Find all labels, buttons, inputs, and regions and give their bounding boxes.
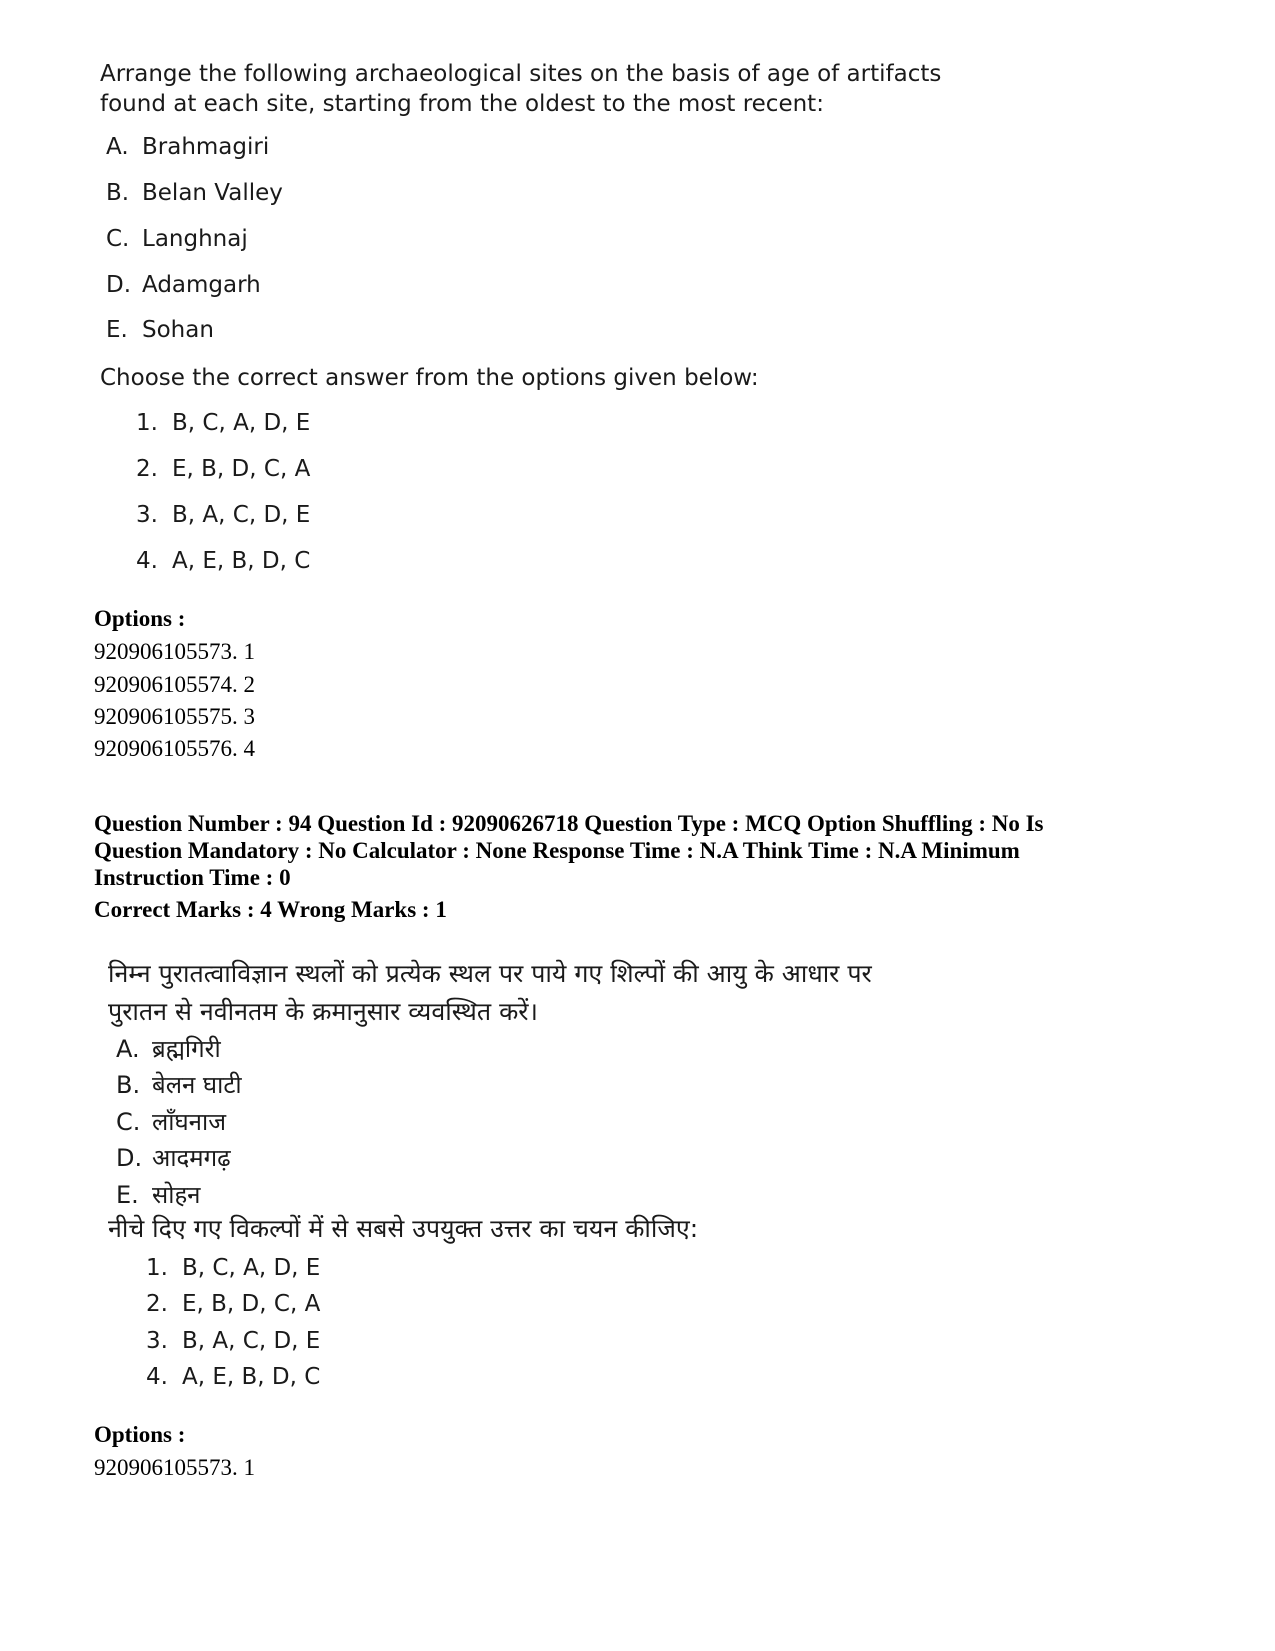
choice-item (146, 1291, 320, 1317)
option-row: 920906105573. 1 (94, 1455, 255, 1480)
item-text: आदमगढ़ (152, 1144, 231, 1172)
option-row: 920906105573. 1 (94, 639, 255, 664)
choice-label: 3. (146, 1328, 168, 1354)
option-row: 920906105575. 3 (94, 704, 255, 729)
choice-item (146, 1255, 320, 1281)
choice-text: A, E, B, D, C (172, 548, 311, 574)
list-item (106, 272, 261, 298)
choice-text: B, A, C, D, E (182, 1328, 321, 1354)
choice-label: 3. (136, 502, 158, 528)
choice-item (136, 548, 310, 574)
item-text: सोहन (152, 1181, 201, 1209)
item-text: Brahmagiri (142, 134, 270, 160)
question-stem-line-2: पुरातन से नवीनतम के क्रमानुसार व्यवस्थित करें। (108, 997, 539, 1026)
choice-item (136, 502, 310, 528)
option-row: 920906105574. 2 (94, 672, 255, 697)
list-item (106, 134, 269, 160)
list-item (116, 1141, 231, 1174)
item-text: लाँघनाज (152, 1108, 227, 1136)
choice-item (146, 1364, 320, 1390)
choice-text: B, C, A, D, E (182, 1255, 321, 1281)
marks-line: Correct Marks : 4 Wrong Marks : 1 (94, 897, 447, 922)
item-text: Belan Valley (142, 180, 283, 206)
choice-text: B, C, A, D, E (172, 410, 311, 436)
meta-line: Question Mandatory : No Calculator : None Response Time : N.A Think Time : N.A Minimum (94, 838, 1020, 863)
list-item (106, 180, 283, 206)
choice-label: 4. (136, 548, 158, 574)
options-heading: Options : (94, 1422, 186, 1447)
item-text: Sohan (142, 317, 214, 343)
item-text: बेलन घाटी (152, 1071, 242, 1099)
choice-item (136, 456, 310, 482)
question-stem-line-2: found at each site, starting from the oldest to the most recent: (100, 91, 824, 117)
item-label: D. (106, 272, 132, 298)
choice-text: A, E, B, D, C (182, 1364, 321, 1390)
choice-text: B, A, C, D, E (172, 502, 311, 528)
question-stem-line-1: Arrange the following archaeological sites on the basis of age of artifacts (100, 61, 942, 87)
item-label: C. (116, 1108, 141, 1136)
item-label: A. (106, 134, 129, 160)
choice-text: E, B, D, C, A (182, 1291, 321, 1317)
item-label: B. (106, 180, 130, 206)
item-label: E. (106, 317, 128, 343)
option-row: 920906105576. 4 (94, 736, 255, 761)
item-label: A. (116, 1035, 140, 1063)
item-text: Langhnaj (142, 226, 248, 252)
list-item (116, 1032, 221, 1065)
item-text: ब्रह्मगिरी (152, 1035, 221, 1063)
list-item (106, 226, 248, 252)
item-text: Adamgarh (142, 272, 261, 298)
item-label: D. (116, 1144, 143, 1172)
item-label: C. (106, 226, 130, 252)
choice-text: E, B, D, C, A (172, 456, 311, 482)
choice-label: 2. (136, 456, 158, 482)
meta-line: Instruction Time : 0 (94, 865, 291, 890)
question-instruction: नीचे दिए गए विकल्पों में से सबसे उपयुक्त उत्तर का चयन कीजिए: (108, 1214, 699, 1243)
question-instruction: Choose the correct answer from the options given below: (100, 365, 759, 391)
choice-label: 1. (146, 1255, 168, 1281)
item-label: B. (116, 1071, 141, 1099)
choice-item (136, 410, 310, 436)
choice-label: 2. (146, 1291, 168, 1317)
list-item (116, 1105, 226, 1138)
question-stem-line-1: निम्न पुरातत्वाविज्ञान स्थलों को प्रत्येक स्थल पर पाये गए शिल्पों की आयु के आधार पर (108, 959, 872, 988)
meta-line: Question Number : 94 Question Id : 92090626718 Question Type : MCQ Option Shuffling : No Is (94, 811, 1044, 836)
list-item (116, 1178, 201, 1211)
item-label: E. (116, 1181, 139, 1209)
choice-label: 4. (146, 1364, 168, 1390)
choice-item (146, 1328, 320, 1354)
choice-label: 1. (136, 410, 158, 436)
list-item (106, 317, 214, 343)
options-heading: Options : (94, 606, 186, 631)
list-item (116, 1068, 242, 1101)
